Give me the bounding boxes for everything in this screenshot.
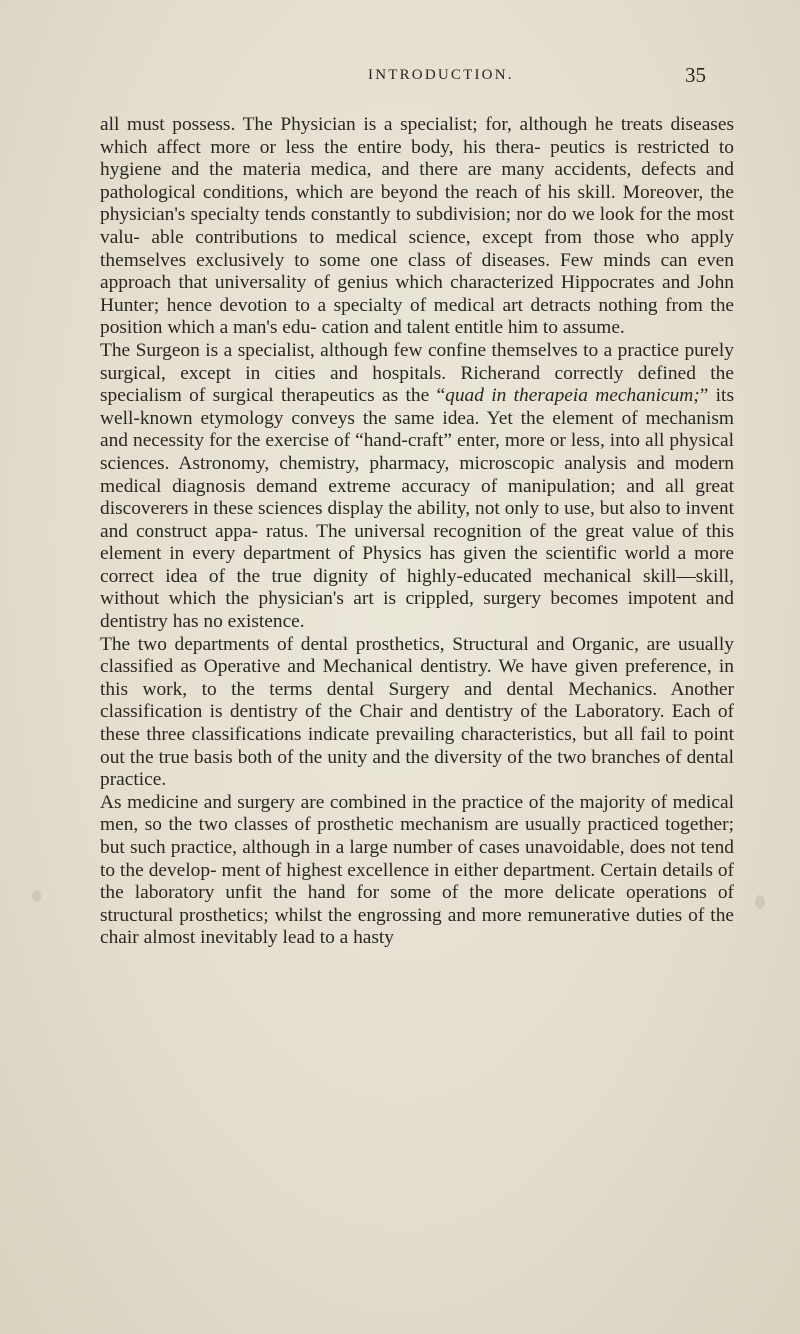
paragraph-2: The Surgeon is a specialist, although few confine themselves to a practice purely surgical, except in cities and hospitals. Richerand correctly defined the specialism of surgical therapeutics as the “quad in therapeia mechanicum;” its well-known etymology conveys the same idea. Yet the element of mechanism and necessity for the exercise of “hand-craft” enter, more or less, into all physical sciences. Astronomy, chemistry, pharmacy, microscopic analysis and modern medical diagnosis demand extreme accuracy of manipulation; and all great discoverers in these sciences display the ability, not only to use, but also to invent and construct appa- ratus. The universal recognition of the great value of this element in every department of Physics has given the scientific world a more correct idea of the true dignity of highly-educated mechanical skill—skill, without which the physician's art is crippled, surgery becomes impotent and dentistry has no existence. — [100, 339, 734, 633]
page-number: 35 — [685, 63, 706, 87]
paragraph-4: As medicine and surgery are combined in the practice of the majority of medical men, so the two classes of prosthetic mechanism are usually practiced together; but such practice, although in a large number of cases unavoidable, does not tend to the develop- ment of highest excellence in either department. Certain details of the laboratory unfit the hand for some of the more delicate operations of structural prosthetics; whilst the engrossing and more remunerative duties of the chair almost inevitably lead to a hasty — [100, 791, 734, 949]
page-blemish — [32, 890, 41, 902]
paragraph-1: all must possess. The Physician is a specialist; for, although he treats diseases which affect more or less the entire body, his thera- peutics is restricted to hygiene and the materia medica, and there are many accidents, defects and pathological conditions, which are beyond the reach of his skill. Moreover, the physician's specialty tends constantly to subdivision; nor do we look for the most valu- able contributions to medical science, except from those who apply themselves exclusively to some one class of diseases. Few minds can even approach that universality of genius which characterized Hippocrates and John Hunter; hence devotion to a specialty of medical art detracts nothing from the position which a man's edu- cation and talent entitle him to assume. — [100, 114, 734, 339]
running-title: INTRODUCTION. — [368, 67, 514, 83]
latin-phrase: quad in therapeia mechanicum; — [445, 385, 700, 407]
paragraph-3: The two departments of dental prosthetics, Structural and Organic, are usually classified as Operative and Mechanical dentistry. We have given preference, in this work, to the terms dental Surgery and dental Mechanics. Another classification is dentistry of the Chair and dentistry of the Laboratory. Each of these three classifications indicate prevailing characteristics, but all fail to point out the true basis both of the unity and the diversity of the two branches of dental practice. — [100, 633, 734, 791]
body-text — [100, 114, 734, 950]
page-blemish — [755, 895, 765, 909]
running-head — [0, 63, 800, 89]
